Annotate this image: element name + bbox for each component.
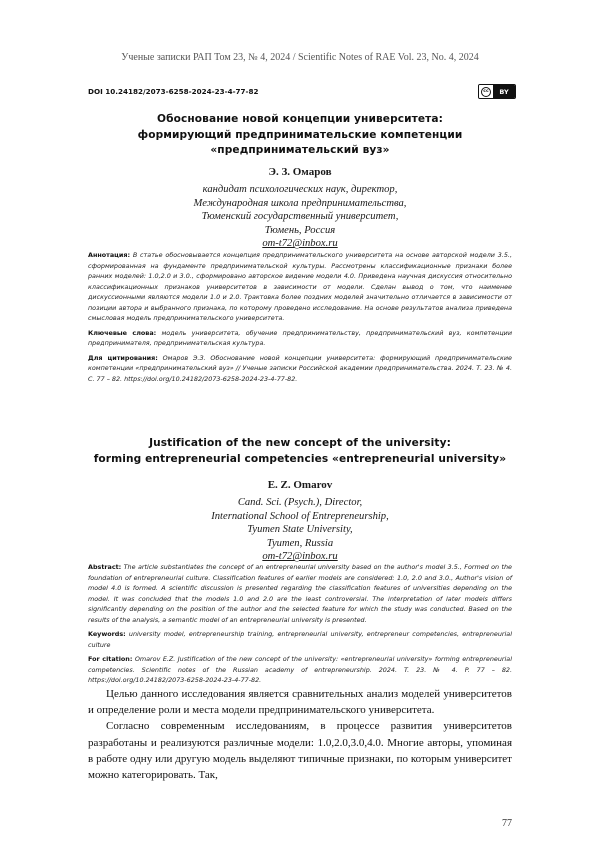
affiliation-line: Cand. Sci. (Psych.), Director, (237, 497, 363, 508)
title-ru-line: Обоснование новой концепции университета: (156, 113, 444, 125)
affiliation-line: Тюмень, Россия (264, 224, 336, 236)
keywords-label-ru: Ключевые слова: (88, 328, 157, 337)
citation-label-ru: Для цитирования: (88, 353, 158, 362)
abstract-ru (88, 250, 512, 324)
abstract-en (88, 562, 512, 625)
title-ru (88, 112, 512, 159)
running-head: Ученые записки РАП Том 23, № 4, 2024 / Scientific Notes of RAE Vol. 23, No. 4, 2024 (121, 52, 479, 63)
citation-text-ru: Омаров Э.З. Обоснование новой концепции университета: формирующий предпринимательские компетенции «предпринимательский вуз» // Ученые записки Российской академии предпринимательства. 2024. Т. 23. № 4. С. 77 – 82. https://doi.org/10.24182/2073-6258-2024-23-4-77-82. (88, 353, 512, 383)
body-text (88, 686, 512, 783)
abstract-text-en: The article substantiates the concept of an entrepreneurial university based on the author's model 3.5., Formed on the foundation of entrepreneurial culture. Classification features of earlier models are considered: 1.0, 2.0 and 3.0., Author's vision of model 4.0 is formed. A scientific discussion is presented regarding the classification features of universities depending on the model. It was concluded that the models 1.0 and 2.0 are the least controversial. The interpretation of later models differs significantly depending on the position of the author and the selected feature for which the study was conducted. Based on the results of the analysis, a semantic model of an entrepreneurial university is presented. (88, 563, 512, 624)
abstract-text-ru: В статье обосновывается концепция предпринимательского университета на основе авторской модели 3.5., сформированная на фундаменте предпринимательской культуры. Рассмотрены классификационные признаки более ранних моделей: 1.0,2.0 и 3.0., сформировано авторское видение модели 4.0. Приведена научная дискуссия относительно классификационных признаков университетов в зависимости от модели. Сделан вывод о том, что наименее дискуссионными являются модели 1.0 и 2.0. Трактовка более поздних моделей значительно отличается в зависимости от позиции автора и выбранного признака, по которому проведено исследование. На основе результатов анализа приведена смысловая модель предпринимательского университета. (88, 251, 512, 322)
abstract-label-en: Abstract: (88, 563, 122, 571)
body-paragraph: Целью данного исследования является сравнительных анализ моделей университетов и определение роли и места модели предпринимательского университета. (88, 688, 512, 717)
keywords-en (88, 629, 512, 650)
author-email-link-en[interactable]: om-t72@inbox.ru (262, 551, 338, 563)
author-block-en (88, 478, 512, 564)
body-paragraph: Согласно современным исследованиям, в процессе развития университетов разработаны и реализуются различные модели: 1.0,2.0,3.0,4.0. Многие авторы, упоминая в работе одну или другую модель выделяют типичные признаки, по которым университет можно категорировать. Так, (88, 720, 512, 782)
citation-text-en: Omarov E.Z. Justification of the new concept of the university: «entrepreneurial university» forming entrepreneurial competencies. Scientific notes of the Russian academy of entrepreneurship. 2024. T. 23. № 4. P. 77 – 82. https://doi.org/10.24182/2073-6258-2024-23-4-77-82. (88, 655, 512, 684)
affiliation-line: Tyumen, Russia (266, 537, 334, 549)
affiliation-line: Тюменский государственный университет, (201, 211, 399, 223)
title-ru-line: «предпринимательский вуз» (210, 144, 390, 156)
abstract-label-ru: Аннотация: (88, 251, 131, 259)
page-number: 77 (502, 818, 512, 829)
affiliation-line: International School of Entrepreneurship, (211, 510, 389, 522)
title-en-line: forming entrepreneurial competencies «entrepreneurial university» (93, 452, 507, 465)
title-ru-line: формирующий предпринимательские компетенции (137, 128, 463, 141)
creative-commons-icon: cc (479, 85, 493, 98)
keywords-text-ru: модель университета, обучение предпринимательству, предпринимательский вуз, компетенции предпринимателя, предпринимательская культура. (88, 328, 512, 347)
author-block-ru (88, 165, 512, 251)
keywords-text-en: university model, entrepreneurship training, entrepreneurial university, entrepreneur competencies, entrepreneurial culture (88, 630, 512, 649)
license-by-label: BY (493, 85, 515, 98)
affiliation-line: кандидат психологических наук, директор, (202, 184, 398, 195)
affiliation-line: Tyumen State University, (247, 524, 353, 536)
citation-ru (88, 353, 512, 385)
meta-block-ru (88, 250, 512, 388)
affiliation-line: Международная школа предпринимательства, (193, 197, 407, 209)
keywords-ru (88, 328, 512, 349)
keywords-label-en: Keywords: (88, 630, 126, 638)
meta-block-en (88, 562, 512, 690)
author-email-link-ru[interactable]: om-t72@inbox.ru (262, 238, 338, 250)
author-name-en: E. Z. Omarov (267, 479, 333, 491)
citation-en (88, 654, 512, 686)
cc-by-license-badge[interactable] (478, 84, 516, 99)
title-en-line: Justification of the new concept of the university: (149, 437, 451, 449)
doi-label[interactable]: DOI 10.24182/2073-6258-2024-23-4-77-82 (88, 87, 259, 96)
title-en (88, 436, 512, 467)
author-name-ru: Э. З. Омаров (268, 166, 332, 178)
citation-label-en: For citation: (88, 655, 133, 663)
